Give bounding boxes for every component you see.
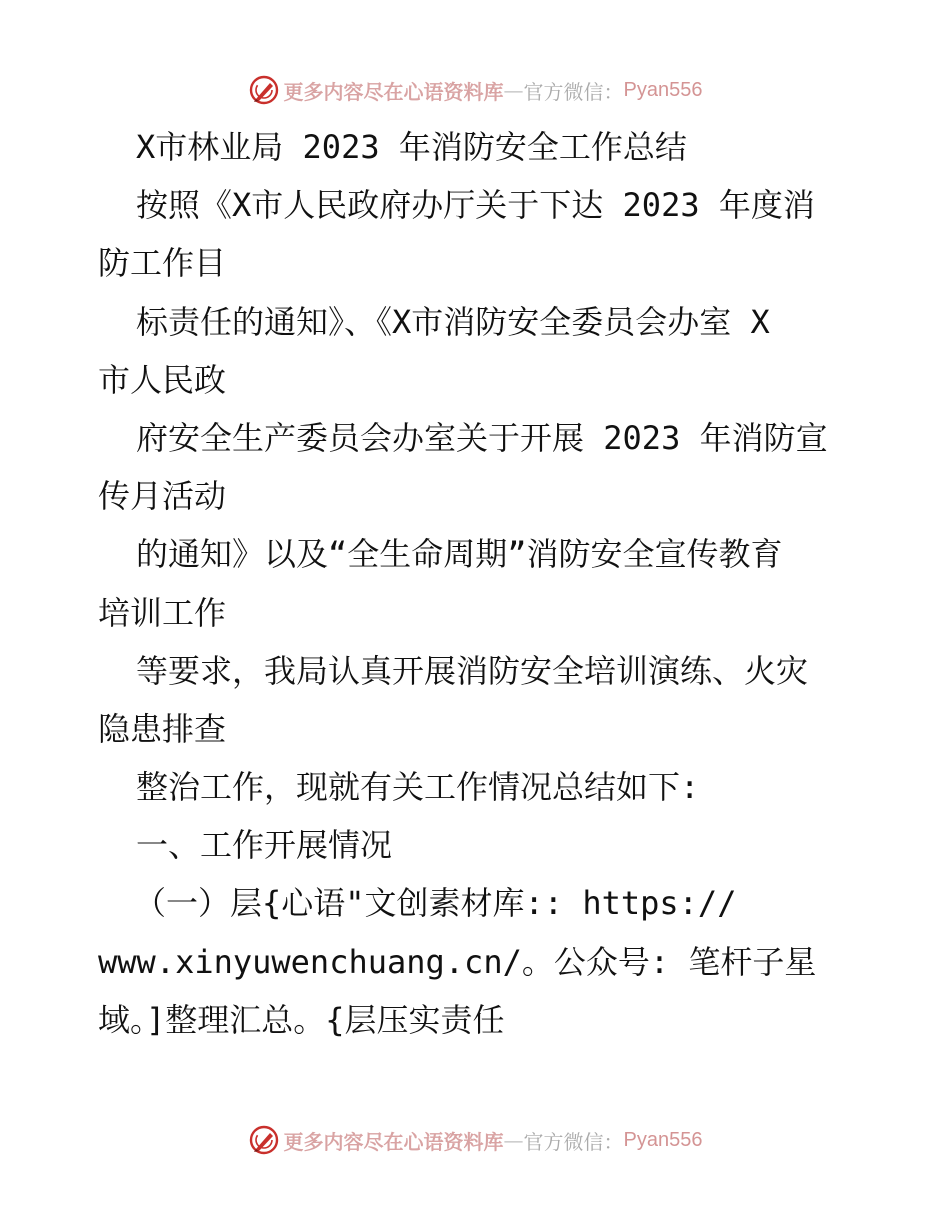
document-body <box>0 118 950 1049</box>
paragraph-line: 域。]整理汇总。{层压实责任 <box>98 1000 505 1039</box>
paragraph-line: 按照《X市人民政府办厅关于下达 2023 年度消 <box>136 186 815 225</box>
watermark-wechat-id: Pyan556 <box>623 78 703 101</box>
paragraph-line: 传月活动 <box>98 477 227 516</box>
watermark-wechat-id: Pyan556 <box>623 1128 703 1151</box>
paragraph-line: 府安全生产委员会办室关于开展 2023 年消防宣 <box>136 418 828 457</box>
paragraph-line: 市人民政 <box>98 360 227 399</box>
watermark-text: 更多内容尽在心语资料库 <box>283 1129 504 1154</box>
header-watermark-banner <box>0 70 950 110</box>
paragraph-line: 等要求，我局认真开展消防安全培训演练、火灾 <box>136 651 809 690</box>
watermark-separator: — <box>503 78 524 102</box>
pen-logo-icon <box>248 1124 280 1156</box>
paragraph-line: www.xinyuwenchuang.cn/。公众号: 笔杆子星 <box>98 942 817 981</box>
paragraph-line: 隐患排查 <box>98 709 227 748</box>
watermark-text: 更多内容尽在心语资料库 <box>283 79 504 104</box>
footer-watermark-banner <box>0 1120 950 1160</box>
document-title: X市林业局 2023 年消防安全工作总结 <box>136 128 687 166</box>
paragraph-line: 的通知》以及“全生命周期”消防安全宣传教育 <box>136 535 783 574</box>
paragraph-line: 培训工作 <box>98 593 227 632</box>
section-heading: 一、工作开展情况 <box>136 826 393 865</box>
paragraph-line: 标责任的通知》、《X市消防安全委员会办室 X <box>136 302 770 341</box>
watermark-separator: — <box>503 1128 524 1152</box>
paragraph-line: 整治工作，现就有关工作情况总结如下: <box>136 768 700 807</box>
paragraph-line: 防工作目 <box>98 244 227 283</box>
watermark-wechat-label: 官方微信： <box>523 1129 624 1154</box>
subsection-heading: （一）层{心语"文创素材库:: https:// <box>134 884 737 923</box>
pen-logo-icon <box>248 74 280 106</box>
watermark-wechat-label: 官方微信： <box>523 79 624 104</box>
